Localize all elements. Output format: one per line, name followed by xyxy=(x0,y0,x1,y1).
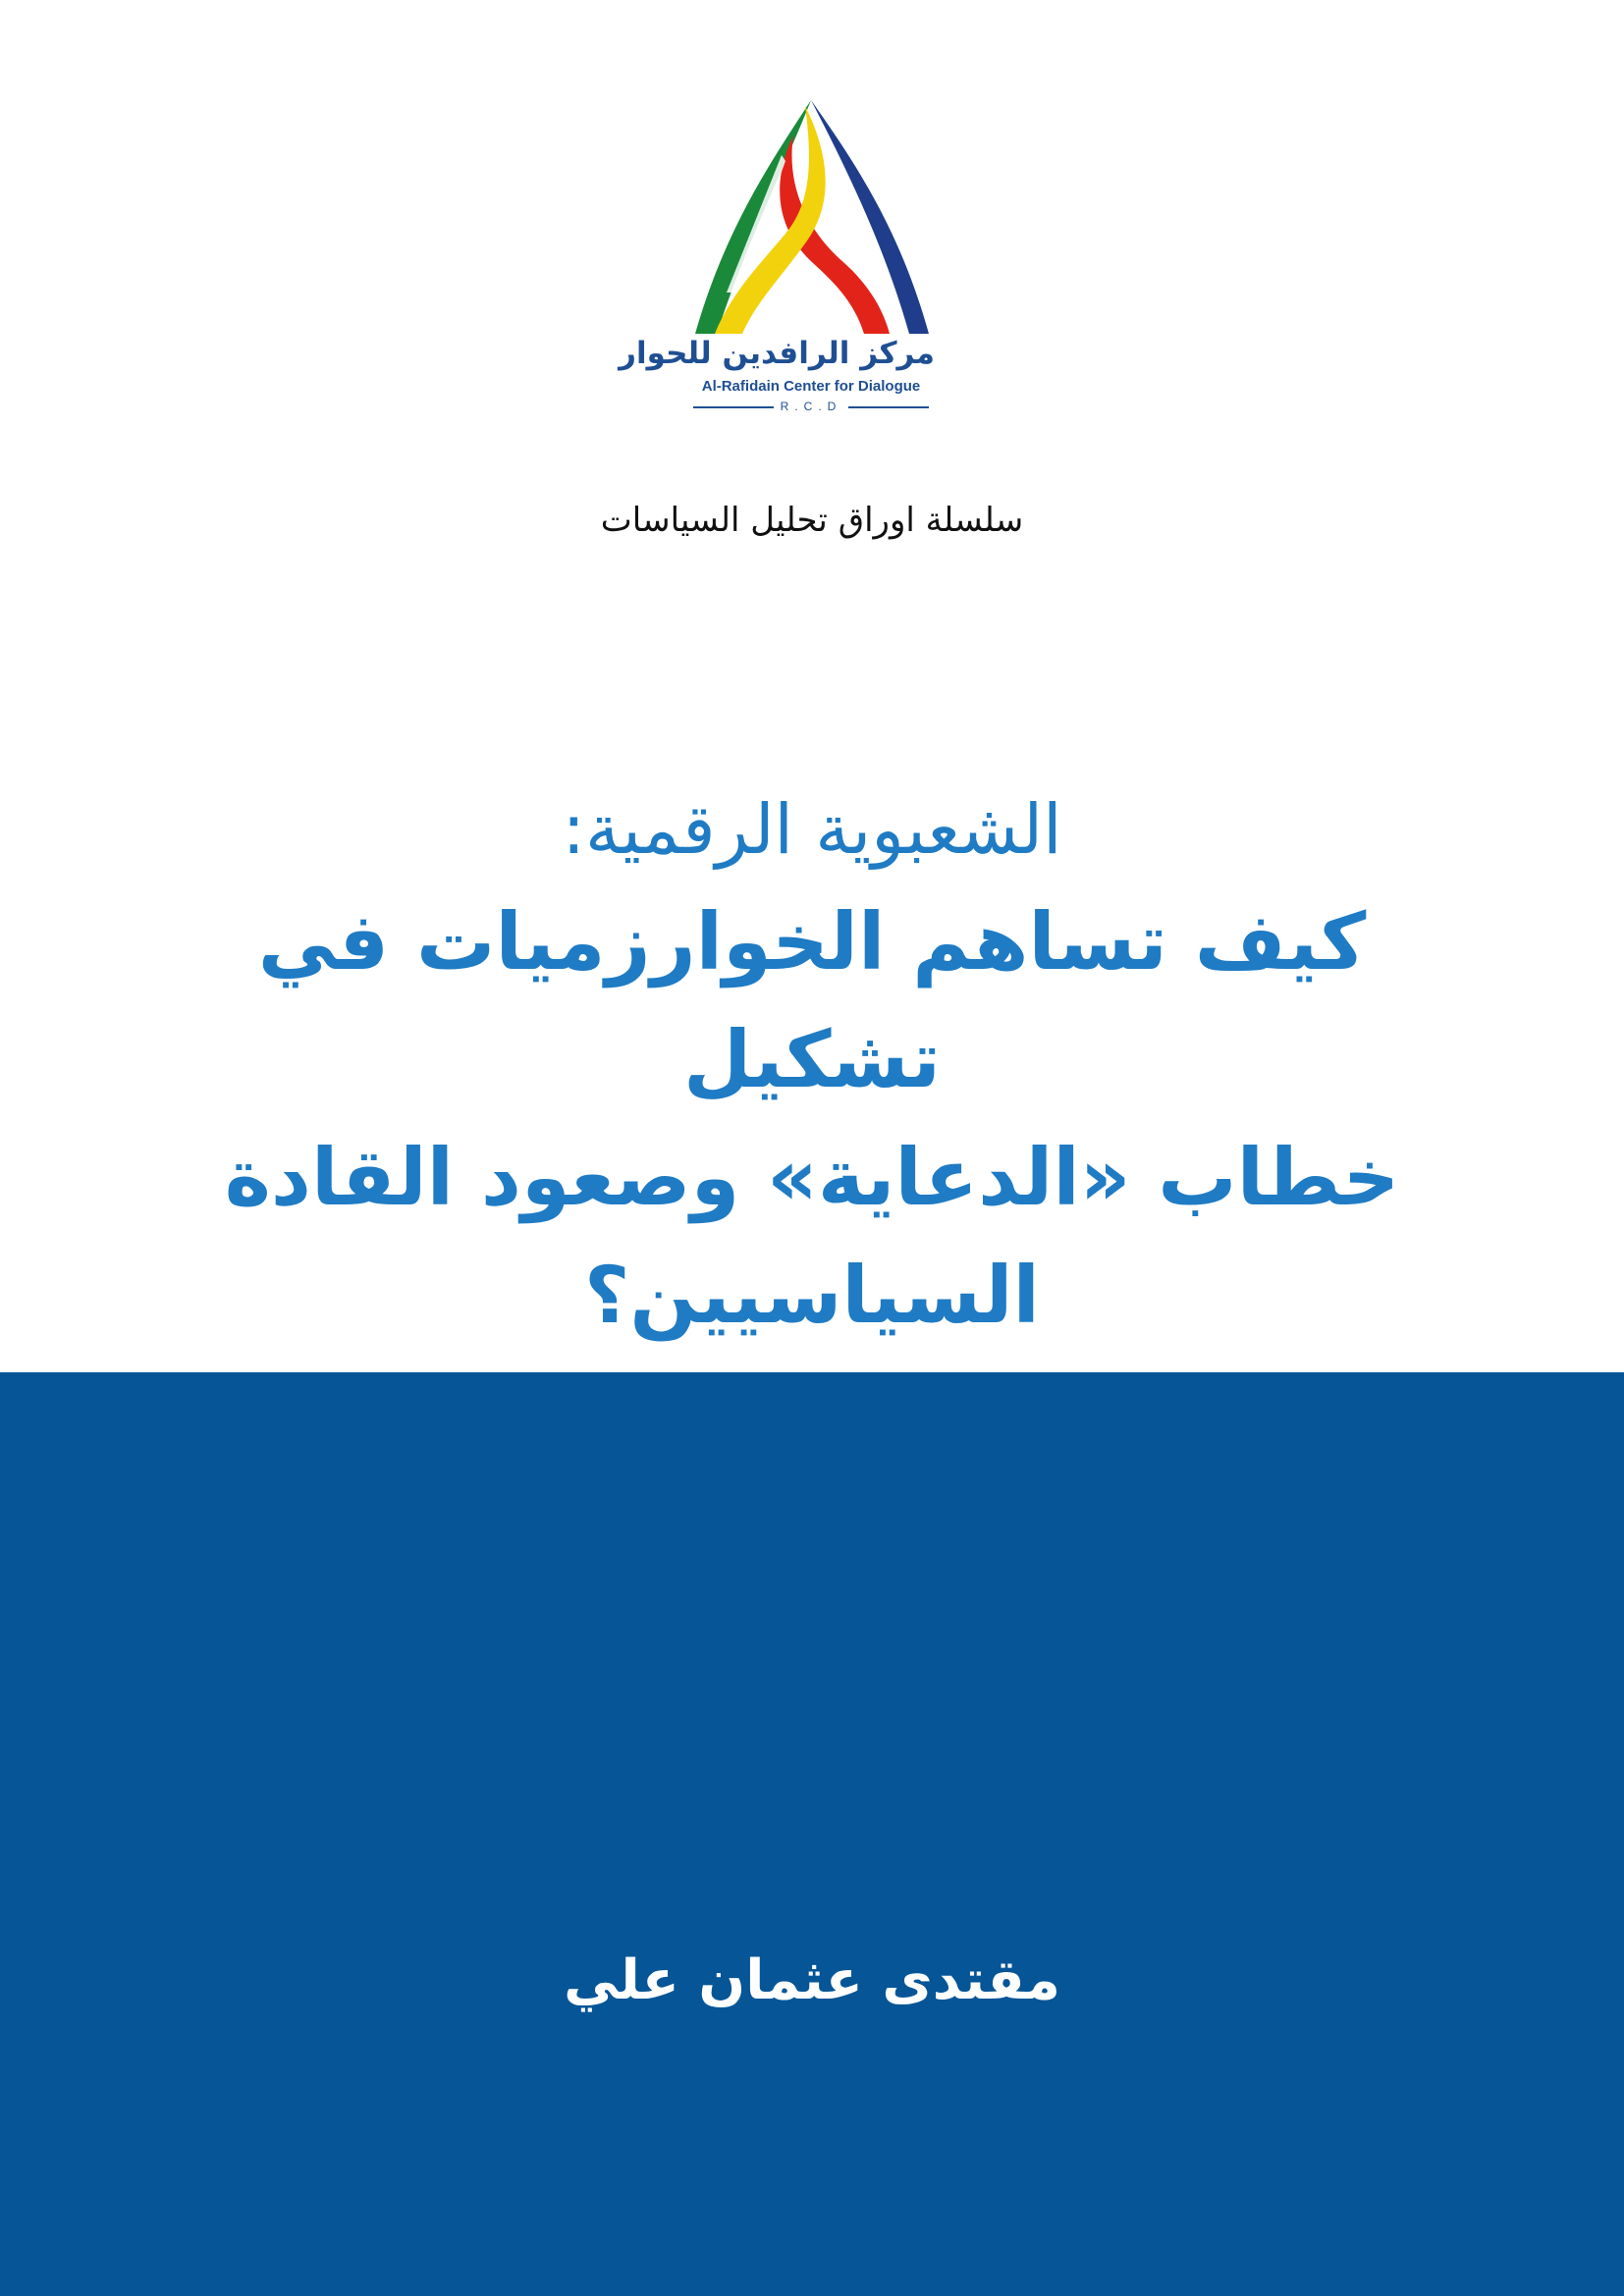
center-logo xyxy=(619,96,935,420)
rcd-logo-emblem xyxy=(687,96,935,342)
logo-name-arabic: مركز الرافدين للحوار xyxy=(619,336,935,371)
logo-name-english: Al-Rafidain Center for Dialogue xyxy=(701,378,921,395)
logo-abbreviation: R.C.D xyxy=(780,400,842,413)
title-line-3: خطاب «الدعاية» وصعود القادة xyxy=(224,1132,1400,1223)
title-line-2: كيف تساهم الخوارزميات في تشكيل xyxy=(257,896,1367,1105)
series-name: سلسلة اوراق تحليل السياسات xyxy=(600,501,1024,540)
logo-yellow-band xyxy=(715,106,826,334)
title-line-1: الشعبوية الرقمية: xyxy=(562,789,1062,870)
cover-bottom-band xyxy=(0,1372,1624,2296)
author-name: مقتدى عثمان علي xyxy=(564,1949,1060,2012)
logo-divider-right xyxy=(848,406,929,408)
paper-title xyxy=(147,775,1477,1355)
title-line-4: السياسيين؟ xyxy=(584,1250,1040,1341)
